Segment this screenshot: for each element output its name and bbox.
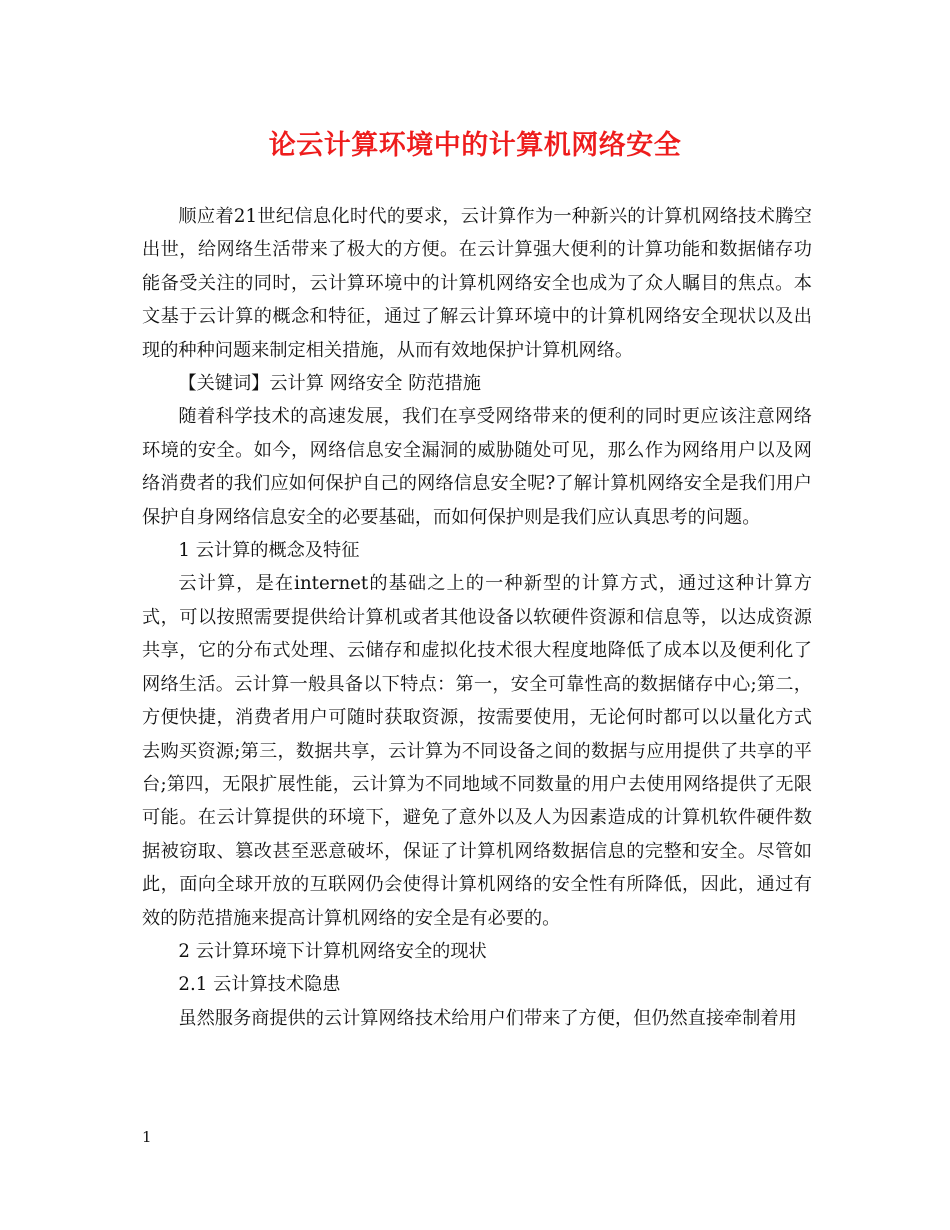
section-1-paragraph: 云计算，是在internet的基础之上的一种新型的计算方式，通过这种计算方式，可以按照需要提供给计算机或者其他设备以软硬件资源和信息等，以达成资源共享，它的分布式处理、云储存和虚拟化技术很大程度地降低了成本以及便利化了网络生活。云计算一般具备以下特点：第一，安全可靠性高的数据储存中心;第二，方便快捷，消费者用户可随时获取资源，按需要使用，无论何时都可以以量化方式去购买资源;第三，数据共享，云计算为不同设备之间的数据与应用提供了共享的平台;第四，无限扩展性能，云计算为不同地域不同数量的用户去使用网络提供了无限可能。在云计算提供的环境下，避免了意外以及人为因素造成的计算机软件硬件数据被窃取、篡改甚至恶意破坏，保证了计算机网络数据信息的完整和安全。尽管如此，面向全球开放的互联网仍会使得计算机网络的安全性有所降低，因此，通过有效的防范措施来提高计算机网络的安全是有必要的。 <box>142 573 812 929</box>
abstract-paragraph: 顺应着21世纪信息化时代的要求，云计算作为一种新兴的计算机网络技术腾空出世，给网络生活带来了极大的方便。在云计算强大便利的计算功能和数据储存功能备受关注的同时，云计算环境中的计算机网络安全也成为了众人瞩目的焦点。本文基于云计算的概念和特征，通过了解云计算环境中的计算机网络安全现状以及出现的种种问题来制定相关措施，从而有效地保护计算机网络。 <box>142 206 812 361</box>
section-heading-1: 1 云计算的概念及特征 <box>178 540 360 562</box>
subsection-heading-2-1: 2.1 云计算技术隐患 <box>178 974 341 996</box>
section-heading-2: 2 云计算环境下计算机网络安全的现状 <box>178 940 487 962</box>
intro-paragraph: 随着科学技术的高速发展，我们在享受网络带来的便利的同时更应该注意网络环境的安全。如今，网络信息安全漏洞的威胁随处可见，那么作为网络用户以及网络消费者的我们应如何保护自己的网络信息安全呢?了解计算机网络安全是我们用户保护自身网络信息安全的必要基础，而如何保护则是我们应认真思考的问题。 <box>142 406 812 528</box>
page-number: 1 <box>142 1128 152 1146</box>
document-body <box>142 200 812 1035</box>
document-title: 论云计算环境中的计算机网络安全 <box>268 130 682 161</box>
keywords-line: 【关键词】云计算 网络安全 防范措施 <box>178 373 481 395</box>
section-2-1-paragraph: 虽然服务商提供的云计算网络技术给用户们带来了方便，但仍然直接牵制着用 <box>178 1007 797 1029</box>
